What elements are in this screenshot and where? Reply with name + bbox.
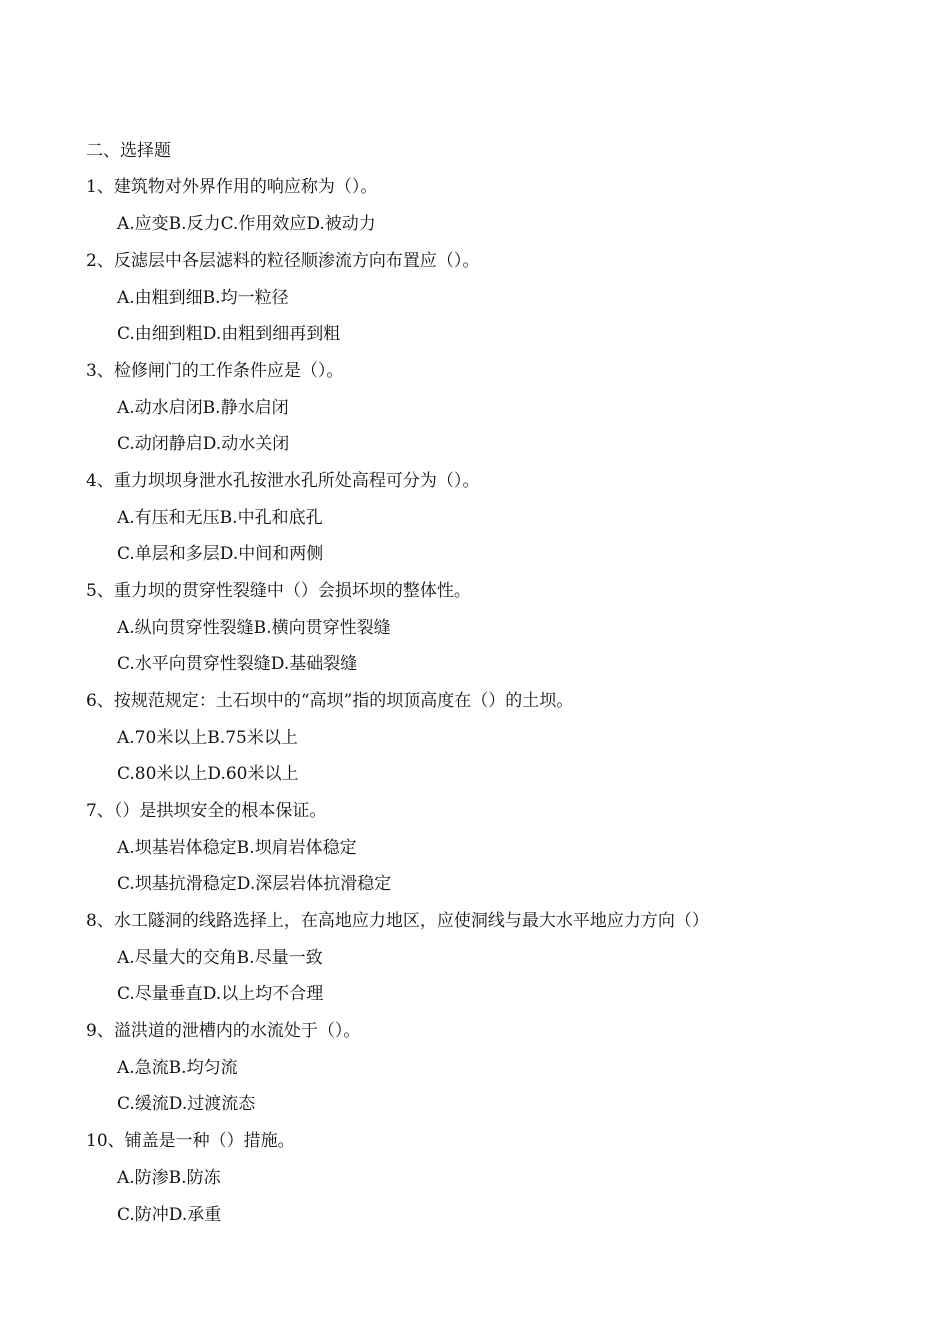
question-9-options-line-2: C.缓流D.过渡流态 [117,1094,256,1114]
question-1-options-line-1: A.应变B.反力C.作用效应D.被动力 [117,214,376,234]
question-5-options-line-2: C.水平向贯穿性裂缝D.基础裂缝 [117,654,358,674]
question-2-options-line-1: A.由粗到细B.均一粒径 [117,288,289,308]
question-1-stem: 1、建筑物对外界作用的响应称为（）。 [86,177,378,197]
question-2-options-line-2: C.由细到粗D.由粗到细再到粗 [117,324,341,344]
question-4-options-line-1: A.有压和无压B.中孔和底孔 [117,508,323,528]
question-8-stem: 8、水工隧洞的线路选择上，在高地应力地区，应使洞线与最大水平地应力方向（） [86,911,709,931]
question-3-stem: 3、检修闸门的工作条件应是（）。 [86,361,344,381]
question-9-stem: 9、溢洪道的泄槽内的水流处于（）。 [86,1021,361,1041]
question-6-stem: 6、按规范规定：土石坝中的“高坝”指的坝顶高度在（）的土坝。 [86,691,574,711]
question-7-options-line-1: A.坝基岩体稳定B.坝肩岩体稳定 [117,838,357,858]
question-6-options-line-2: C.80米以上D.60米以上 [117,764,299,784]
question-10-stem: 10、铺盖是一种（）措施。 [86,1131,295,1151]
question-5-options-line-1: A.纵向贯穿性裂缝B.横向贯穿性裂缝 [117,618,391,638]
question-3-options-line-2: C.动闭静启D.动水关闭 [117,434,290,454]
question-5-stem: 5、重力坝的贯穿性裂缝中（）会损坏坝的整体性。 [86,581,471,601]
question-9-options-line-1: A.急流B.均匀流 [117,1058,238,1078]
question-3-options-line-1: A.动水启闭B.静水启闭 [117,398,289,418]
section-title: 二、选择题 [86,141,171,161]
question-4-options-line-2: C.单层和多层D.中间和两侧 [117,544,324,564]
question-8-options-line-2: C.尽量垂直D.以上均不合理 [117,984,324,1004]
question-10-options-line-1: A.防渗B.防冻 [117,1168,221,1188]
question-2-stem: 2、反滤层中各层滤料的粒径顺渗流方向布置应（）。 [86,251,480,271]
question-7-options-line-2: C.坝基抗滑稳定D.深层岩体抗滑稳定 [117,874,392,894]
question-4-stem: 4、重力坝坝身泄水孔按泄水孔所处高程可分为（）。 [86,471,480,491]
question-7-stem: 7、（）是拱坝安全的根本保证。 [86,801,327,821]
question-10-options-line-2: C.防冲D.承重 [117,1205,222,1225]
question-8-options-line-1: A.尽量大的交角B.尽量一致 [117,948,323,968]
question-6-options-line-1: A.70米以上B.75米以上 [117,728,298,748]
